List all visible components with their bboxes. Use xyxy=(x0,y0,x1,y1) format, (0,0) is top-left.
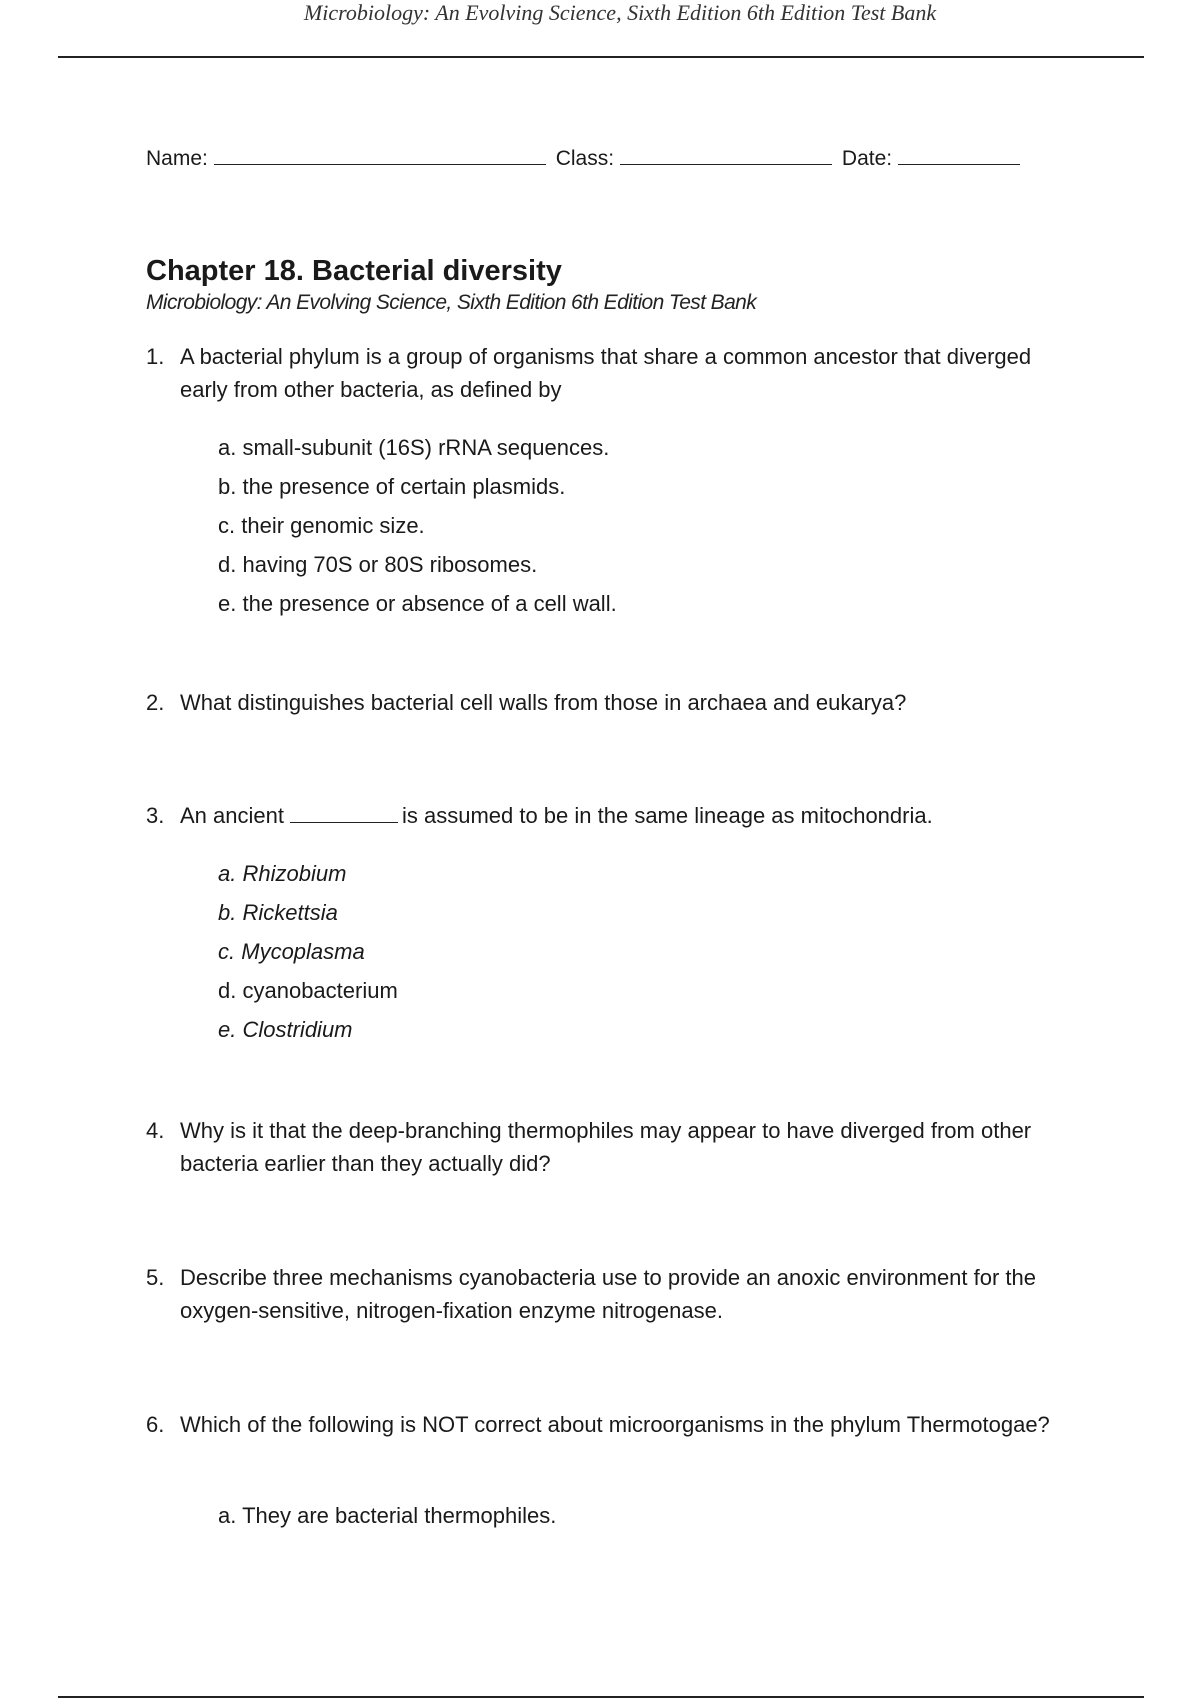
question-stem: What distinguishes bacterial cell walls from those in archaea and eukarya? xyxy=(180,690,907,715)
option-letter: b. xyxy=(218,900,237,925)
question-stem: Which of the following is NOT correct about microorganisms in the phylum Thermotogae? xyxy=(180,1412,1050,1437)
question-number: 3. xyxy=(146,803,165,828)
question-number: 6. xyxy=(146,1412,165,1437)
option-letter: d. xyxy=(218,552,237,577)
question-3 xyxy=(146,799,1066,832)
question-stem: Describe three mechanisms cyanobacteria use to provide an anoxic environment for the oxygen-sensitive, nitrogen-fixation enzyme nitrogenase. xyxy=(180,1265,1037,1323)
question-2 xyxy=(146,686,1066,719)
header-rule xyxy=(58,56,1144,58)
fill-in-blank[interactable] xyxy=(290,804,398,823)
class-label: Class: xyxy=(555,147,615,170)
chapter-title: Chapter 18. Bacterial diversity xyxy=(146,255,562,287)
option-a[interactable] xyxy=(218,1499,556,1538)
option-text: their genomic size. xyxy=(241,513,425,538)
option-d[interactable] xyxy=(218,974,398,1013)
option-d[interactable] xyxy=(218,548,617,587)
option-text: having 70S or 80S ribosomes. xyxy=(242,552,538,577)
chapter-subtitle: Microbiology: An Evolving Science, Sixth Edition 6th Edition Test Bank xyxy=(146,291,757,314)
option-letter: a. xyxy=(218,861,237,886)
option-letter: c. xyxy=(218,513,236,538)
question-stem: Why is it that the deep-branching thermophiles may appear to have diverged from other bacteria earlier than they actually did? xyxy=(180,1118,1032,1176)
option-b[interactable] xyxy=(218,470,617,509)
question-stem: A bacterial phylum is a group of organisms that share a common ancestor that diverged early from other bacteria, as defined by xyxy=(180,344,1032,402)
option-text: the presence of certain plasmids. xyxy=(242,474,566,499)
class-field[interactable] xyxy=(620,148,832,165)
option-text: cyanobacterium xyxy=(242,978,398,1003)
date-label: Date: xyxy=(841,147,893,170)
question-6-options xyxy=(218,1499,556,1538)
option-letter: a. xyxy=(218,435,237,460)
question-number: 1. xyxy=(146,344,165,369)
option-e[interactable] xyxy=(218,587,617,626)
option-letter: c. xyxy=(218,939,236,964)
option-letter: b. xyxy=(218,474,237,499)
option-letter: d. xyxy=(218,978,237,1003)
date-field[interactable] xyxy=(898,148,1020,165)
option-c[interactable] xyxy=(218,509,617,548)
question-6 xyxy=(146,1408,1066,1441)
option-text: They are bacterial thermophiles. xyxy=(242,1503,557,1528)
question-number: 2. xyxy=(146,690,165,715)
option-e[interactable] xyxy=(218,1013,398,1052)
option-letter: e. xyxy=(218,591,237,616)
option-a[interactable] xyxy=(218,431,617,470)
question-stem xyxy=(180,799,1066,832)
question-4 xyxy=(146,1114,1066,1180)
option-text: small-subunit (16S) rRNA sequences. xyxy=(242,435,610,460)
name-field[interactable] xyxy=(214,148,546,165)
stem-before-blank: An ancient xyxy=(180,803,284,828)
stem-after-blank: is assumed to be in the same lineage as mitochondria. xyxy=(401,803,933,828)
student-info-line xyxy=(146,146,1024,172)
running-header: Microbiology: An Evolving Science, Sixth Edition 6th Edition Test Bank xyxy=(303,0,937,25)
question-1-options xyxy=(218,431,617,626)
option-text: Rickettsia xyxy=(242,900,338,925)
option-b[interactable] xyxy=(218,896,398,935)
option-text: the presence or absence of a cell wall. xyxy=(242,591,617,616)
footer-rule xyxy=(58,1696,1144,1698)
option-text: Clostridium xyxy=(242,1017,353,1042)
question-number: 4. xyxy=(146,1118,165,1143)
option-c[interactable] xyxy=(218,935,398,974)
question-5 xyxy=(146,1261,1066,1327)
name-label: Name: xyxy=(146,147,208,170)
question-number: 5. xyxy=(146,1265,165,1290)
option-letter: a. xyxy=(218,1503,237,1528)
question-3-options xyxy=(218,857,398,1052)
question-1 xyxy=(146,340,1066,406)
option-text: Mycoplasma xyxy=(241,939,365,964)
option-text: Rhizobium xyxy=(242,861,347,886)
option-letter: e. xyxy=(218,1017,237,1042)
option-a[interactable] xyxy=(218,857,398,896)
